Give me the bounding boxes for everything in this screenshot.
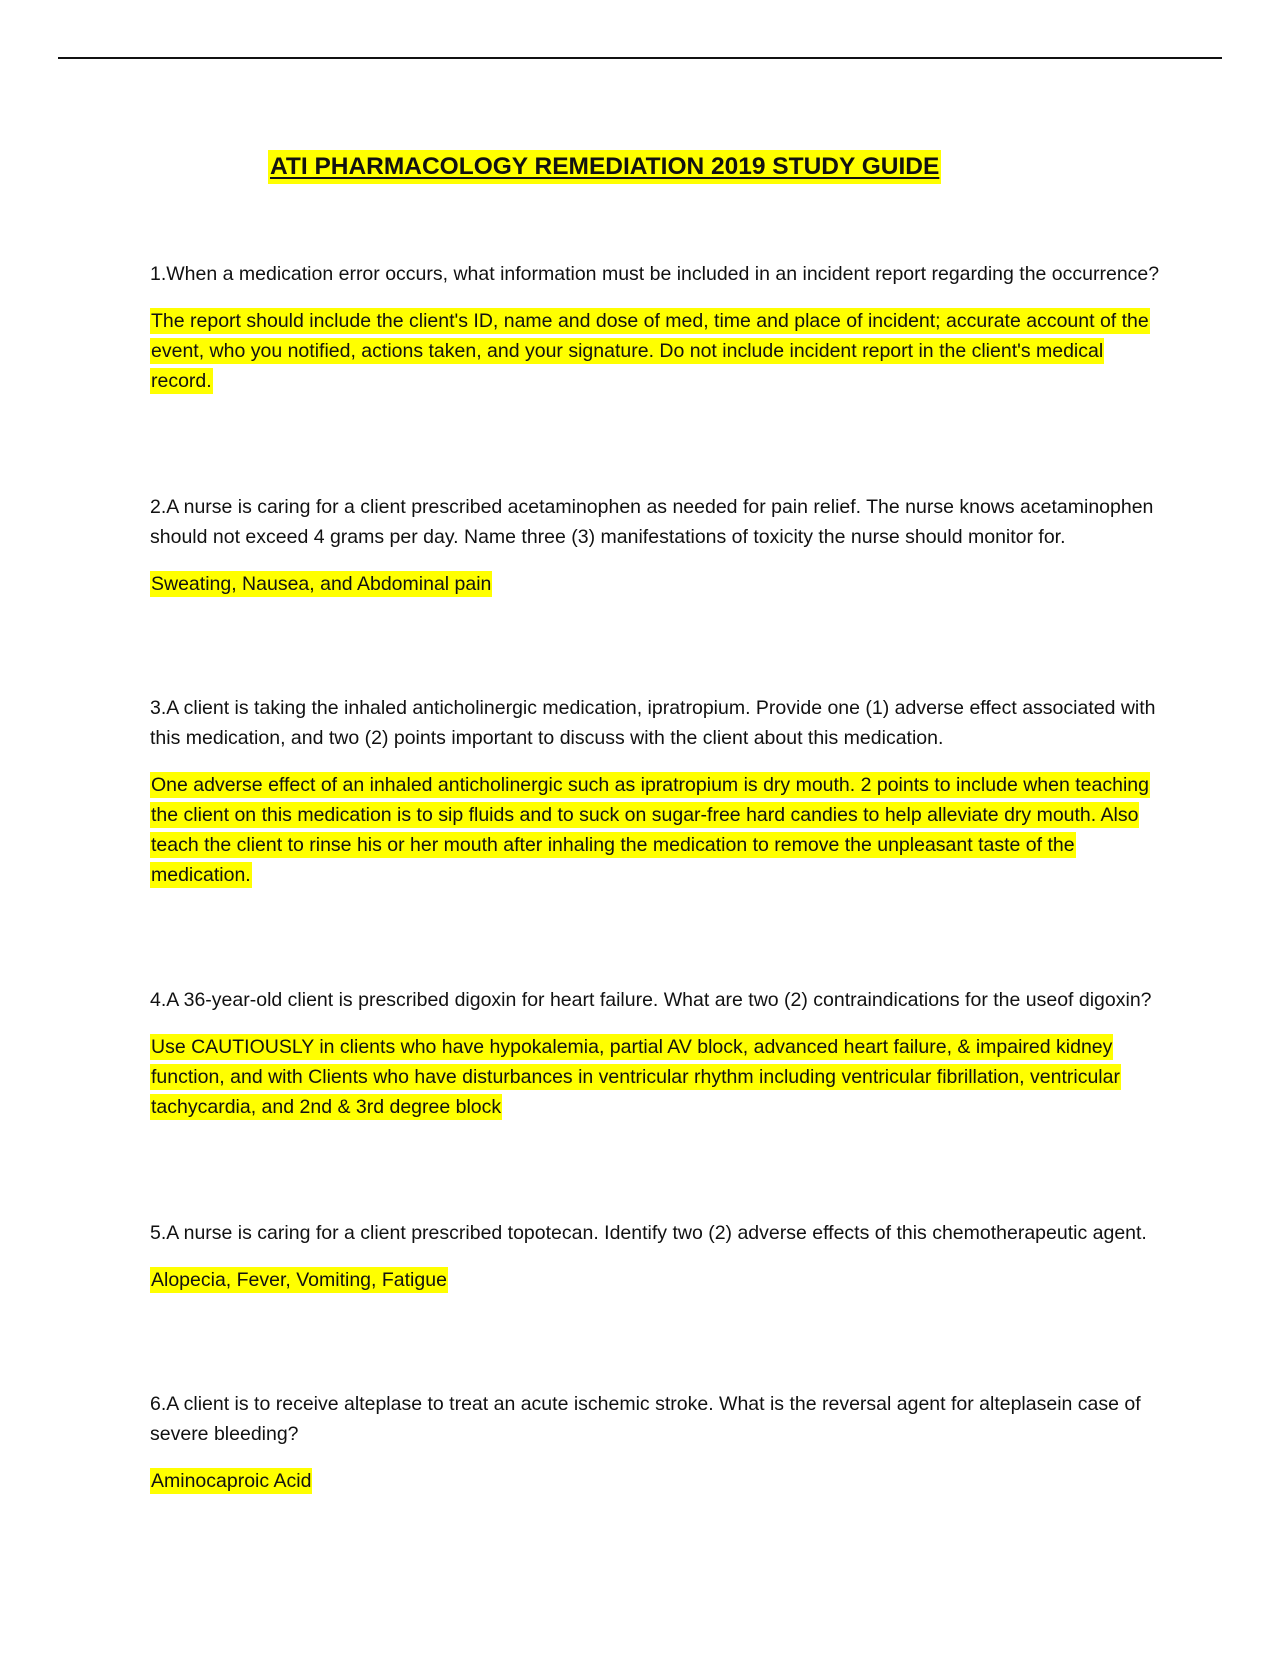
question-3: 3.A client is taking the inhaled anticholinergic medication, ipratropium. Provide one (1) adverse effect associated with this medication, and two (2) points important to discuss with the client about this medication.: [150, 697, 1156, 749]
answer-5-text: Alopecia, Fever, Vomiting, Fatigue: [151, 1269, 447, 1291]
answer-4: [150, 1032, 1160, 1122]
answer-4-text: Use CAUTIOUSLY in clients who have hypokalemia, partial AV block, advanced heart failure, & impaired kidney function, and with Clients who have disturbances in ventricular rhythm including ventricular fibrillation, ventricular tachycardia, and 2nd & 3rd degree block: [151, 1036, 1120, 1118]
answer-2: [150, 569, 1160, 599]
header-rule: [58, 57, 1222, 59]
answer-3-text: One adverse effect of an inhaled anticholinergic such as ipratropium is dry mouth. 2 points to include when teaching the client on this medication is to sip fluids and to suck on sugar-free hard candies to help alleviate dry mouth. Also teach the client to rinse his or her mouth after inhaling the medication to remove the unpleasant taste of the medication.: [151, 774, 1149, 886]
answer-6-text: Aminocaproic Acid: [151, 1470, 312, 1492]
question-5: 5.A nurse is caring for a client prescribed topotecan. Identify two (2) adverse effects of this chemotherapeutic agent.: [150, 1222, 1147, 1244]
question-6: 6.A client is to receive alteplase to treat an acute ischemic stroke. What is the reversal agent for alteplasein case of severe bleeding?: [150, 1393, 1141, 1445]
answer-1-text: The report should include the client's ID, name and dose of med, time and place of incident; accurate account of the event, who you notified, actions taken, and your signature. Do not include incident report in the client's medical record.: [151, 310, 1149, 392]
qa-item-3: [150, 693, 1160, 890]
qa-item-4: [150, 985, 1160, 1122]
question-1: 1.When a medication error occurs, what information must be included in an incident report regarding the occurrence?: [150, 263, 1160, 285]
qa-item-5: [150, 1218, 1160, 1295]
qa-item-6: [150, 1389, 1160, 1496]
answer-5: [150, 1265, 1160, 1295]
question-4: 4.A 36-year-old client is prescribed digoxin for heart failure. What are two (2) contraindications for the useof digoxin?: [150, 989, 1152, 1011]
qa-item-2: [150, 492, 1160, 599]
title-container: [268, 150, 1068, 190]
document-title: ATI PHARMACOLOGY REMEDIATION 2019 STUDY GUIDE: [268, 150, 941, 184]
qa-item-1: [150, 259, 1160, 396]
answer-6: [150, 1466, 1160, 1496]
answer-1: [150, 306, 1160, 396]
answer-3: [150, 770, 1160, 890]
question-2: 2.A nurse is caring for a client prescribed acetaminophen as needed for pain relief. The nurse knows acetaminophen should not exceed 4 grams per day. Name three (3) manifestations of toxicity the nurse should monitor for.: [150, 496, 1154, 548]
answer-2-text: Sweating, Nausea, and Abdominal pain: [151, 573, 492, 595]
